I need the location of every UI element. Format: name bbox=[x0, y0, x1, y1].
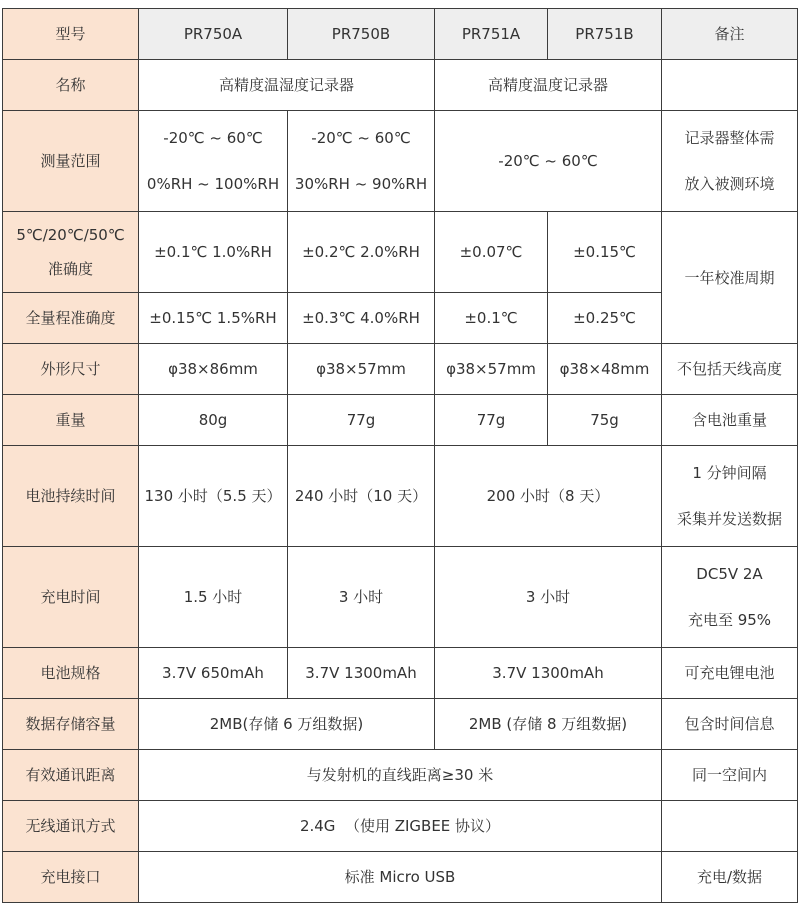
cell-name-remark bbox=[662, 60, 798, 111]
remark-line-1: 记录器整体需 bbox=[684, 129, 775, 147]
cell-accuracy-pr751b: ±0.15℃ bbox=[548, 212, 662, 293]
table-row bbox=[3, 801, 798, 852]
header-pr750b: PR750B bbox=[288, 9, 435, 60]
cell-charge-time-remark bbox=[662, 547, 798, 648]
cell-full-accuracy-pr750b: ±0.3℃ 4.0%RH bbox=[288, 293, 435, 344]
row-label-storage: 数据存储容量 bbox=[3, 699, 139, 750]
cell-weight-pr751a: 77g bbox=[435, 395, 548, 446]
cell-accuracy-remark: 一年校准周期 bbox=[662, 212, 798, 344]
cell-wireless-value: 2.4G （使用 ZIGBEE 协议） bbox=[139, 801, 662, 852]
cell-name-pr750: 高精度温湿度记录器 bbox=[139, 60, 435, 111]
cell-storage-pr751: 2MB (存储 8 万组数据) bbox=[435, 699, 662, 750]
cell-comm-distance-remark: 同一空间内 bbox=[662, 750, 798, 801]
cell-range-pr750b bbox=[288, 111, 435, 212]
cell-comm-distance-value: 与发射机的直线距离≥30 米 bbox=[139, 750, 662, 801]
row-label-full-accuracy: 全量程准确度 bbox=[3, 293, 139, 344]
cell-range-remark bbox=[662, 111, 798, 212]
cell-weight-pr750b: 77g bbox=[288, 395, 435, 446]
cell-battery-life-pr750b: 240 小时（10 天） bbox=[288, 446, 435, 547]
row-label-battery-life: 电池持续时间 bbox=[3, 446, 139, 547]
row-label-charge-time: 充电时间 bbox=[3, 547, 139, 648]
cell-battery-spec-pr750a: 3.7V 650mAh bbox=[139, 648, 288, 699]
cell-storage-pr750: 2MB(存储 6 万组数据) bbox=[139, 699, 435, 750]
table-row bbox=[3, 395, 798, 446]
header-pr750a: PR750A bbox=[139, 9, 288, 60]
cell-charge-time-pr751: 3 小时 bbox=[435, 547, 662, 648]
cell-storage-remark: 包含时间信息 bbox=[662, 699, 798, 750]
header-remark: 备注 bbox=[662, 9, 798, 60]
header-type: 型号 bbox=[3, 9, 139, 60]
cell-accuracy-pr751a: ±0.07℃ bbox=[435, 212, 548, 293]
cell-battery-spec-pr750b: 3.7V 1300mAh bbox=[288, 648, 435, 699]
table-row bbox=[3, 699, 798, 750]
accuracy-label-line-2: 准确度 bbox=[47, 260, 93, 278]
table-row bbox=[3, 111, 798, 212]
remark-line-2: 放入被测环境 bbox=[684, 175, 775, 193]
cell-full-accuracy-pr750a: ±0.15℃ 1.5%RH bbox=[139, 293, 288, 344]
cell-full-accuracy-pr751b: ±0.25℃ bbox=[548, 293, 662, 344]
row-label-dimensions: 外形尺寸 bbox=[3, 344, 139, 395]
row-label-comm-distance: 有效通讯距离 bbox=[3, 750, 139, 801]
table-row bbox=[3, 60, 798, 111]
row-label-wireless: 无线通讯方式 bbox=[3, 801, 139, 852]
cell-battery-spec-pr751: 3.7V 1300mAh bbox=[435, 648, 662, 699]
cell-dimensions-pr750a: φ38×86mm bbox=[139, 344, 288, 395]
table-row bbox=[3, 446, 798, 547]
cell-full-accuracy-pr751a: ±0.1℃ bbox=[435, 293, 548, 344]
cell-weight-pr750a: 80g bbox=[139, 395, 288, 446]
cell-battery-life-remark bbox=[662, 446, 798, 547]
cell-dimensions-pr751a: φ38×57mm bbox=[435, 344, 548, 395]
cell-charge-time-pr750a: 1.5 小时 bbox=[139, 547, 288, 648]
range-humidity: 0%RH ~ 100%RH bbox=[146, 175, 280, 193]
cell-charge-time-pr750b: 3 小时 bbox=[288, 547, 435, 648]
cell-weight-remark: 含电池重量 bbox=[662, 395, 798, 446]
cell-name-pr751: 高精度温度记录器 bbox=[435, 60, 662, 111]
header-pr751b: PR751B bbox=[548, 9, 662, 60]
table-row bbox=[3, 750, 798, 801]
remark-line-1: 1 分钟间隔 bbox=[692, 464, 767, 482]
range-temp: -20℃ ~ 60℃ bbox=[311, 129, 411, 147]
cell-battery-spec-remark: 可充电锂电池 bbox=[662, 648, 798, 699]
range-humidity: 30%RH ~ 90%RH bbox=[294, 175, 428, 193]
cell-dimensions-remark: 不包括天线高度 bbox=[662, 344, 798, 395]
accuracy-label-line-1: 5℃/20℃/50℃ bbox=[16, 226, 125, 244]
range-temp: -20℃ ~ 60℃ bbox=[163, 129, 263, 147]
cell-battery-life-pr750a: 130 小时（5.5 天） bbox=[139, 446, 288, 547]
table-row bbox=[3, 212, 798, 293]
cell-battery-life-pr751: 200 小时（8 天） bbox=[435, 446, 662, 547]
remark-line-2: 采集并发送数据 bbox=[676, 510, 782, 528]
row-label-accuracy bbox=[3, 212, 139, 293]
header-pr751a: PR751A bbox=[435, 9, 548, 60]
table-row bbox=[3, 852, 798, 903]
cell-accuracy-pr750a: ±0.1℃ 1.0%RH bbox=[139, 212, 288, 293]
cell-dimensions-pr750b: φ38×57mm bbox=[288, 344, 435, 395]
cell-charge-port-value: 标准 Micro USB bbox=[139, 852, 662, 903]
spec-table bbox=[2, 8, 798, 903]
cell-charge-port-remark: 充电/数据 bbox=[662, 852, 798, 903]
table-row bbox=[3, 9, 798, 60]
table-row bbox=[3, 344, 798, 395]
row-label-name: 名称 bbox=[3, 60, 139, 111]
row-label-weight: 重量 bbox=[3, 395, 139, 446]
cell-dimensions-pr751b: φ38×48mm bbox=[548, 344, 662, 395]
row-label-charge-port: 充电接口 bbox=[3, 852, 139, 903]
table-row bbox=[3, 547, 798, 648]
cell-range-pr750a bbox=[139, 111, 288, 212]
cell-accuracy-pr750b: ±0.2℃ 2.0%RH bbox=[288, 212, 435, 293]
cell-wireless-remark bbox=[662, 801, 798, 852]
remark-line-1: DC5V 2A bbox=[696, 565, 763, 583]
row-label-range: 测量范围 bbox=[3, 111, 139, 212]
remark-line-2: 充电至 95% bbox=[687, 611, 772, 629]
cell-range-pr751: -20℃ ~ 60℃ bbox=[435, 111, 662, 212]
table-row bbox=[3, 648, 798, 699]
cell-weight-pr751b: 75g bbox=[548, 395, 662, 446]
row-label-battery-spec: 电池规格 bbox=[3, 648, 139, 699]
